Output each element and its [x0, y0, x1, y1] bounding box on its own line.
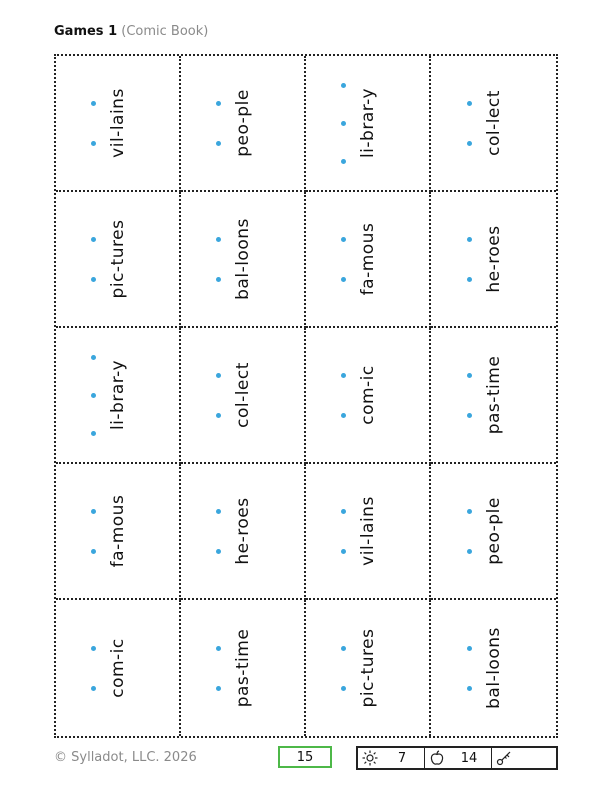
word-card	[306, 56, 431, 192]
word-card	[306, 464, 431, 600]
word-card	[181, 192, 306, 328]
card-word: pas-time	[232, 628, 253, 708]
apple-icon	[427, 750, 447, 766]
card-word: col-lect	[483, 90, 504, 156]
syllable-dot	[216, 237, 221, 242]
card-word: vil-lains	[357, 496, 378, 566]
card-word: peo-ple	[483, 497, 504, 565]
card-grid	[54, 54, 558, 738]
card-word: he-roes	[483, 225, 504, 293]
syllable-dot	[216, 141, 221, 146]
syllable-dot	[341, 509, 346, 514]
card-word: li-brar-y	[357, 87, 378, 159]
word-card	[431, 192, 556, 328]
syllable-dot	[216, 101, 221, 106]
syllable-dot	[467, 277, 472, 282]
syllable-dot	[341, 83, 346, 88]
word-card	[56, 328, 181, 464]
page-subtitle: (Comic Book)	[121, 24, 209, 39]
syllable-dot	[341, 373, 346, 378]
syllable-dot	[467, 549, 472, 554]
sun-icon	[360, 750, 380, 766]
word-card	[56, 192, 181, 328]
card-word: bal-loons	[483, 627, 504, 709]
stat-sun-value: 7	[397, 750, 407, 766]
syllable-dot	[91, 549, 96, 554]
word-card	[431, 464, 556, 600]
syllable-dot	[91, 646, 96, 651]
syllable-dot	[341, 686, 346, 691]
syllable-dot	[341, 277, 346, 282]
word-card	[181, 328, 306, 464]
syllable-dot	[91, 393, 96, 398]
syllable-dot	[467, 101, 472, 106]
stat-sun	[358, 748, 425, 768]
card-word: pas-time	[483, 355, 504, 435]
syllable-dot	[467, 686, 472, 691]
card-word: fa-mous	[107, 494, 128, 568]
stat-apple	[425, 748, 492, 768]
card-word: com-ic	[107, 638, 128, 698]
word-card	[56, 56, 181, 192]
syllable-dot	[91, 237, 96, 242]
page-header	[54, 24, 208, 39]
syllable-dot	[467, 413, 472, 418]
card-word: li-brar-y	[107, 359, 128, 431]
syllable-dot	[341, 549, 346, 554]
stat-apple-value: 14	[460, 750, 478, 766]
syllable-dot	[91, 277, 96, 282]
syllable-dot	[216, 277, 221, 282]
card-word: com-ic	[357, 365, 378, 425]
syllable-dot	[91, 141, 96, 146]
stat-key	[492, 748, 556, 768]
word-card	[181, 56, 306, 192]
syllable-dot	[467, 646, 472, 651]
syllable-dot	[341, 646, 346, 651]
word-card	[431, 600, 556, 736]
syllable-dot	[91, 509, 96, 514]
card-word: bal-loons	[232, 218, 253, 300]
syllable-dot	[341, 121, 346, 126]
syllable-dot	[91, 686, 96, 691]
word-card	[431, 328, 556, 464]
card-word: pic-tures	[357, 628, 378, 708]
card-word: vil-lains	[107, 88, 128, 158]
stats-bar	[356, 746, 558, 770]
syllable-dot	[216, 509, 221, 514]
page-number: 15	[296, 749, 314, 765]
card-word: he-roes	[232, 497, 253, 565]
syllable-dot	[216, 549, 221, 554]
word-card	[181, 464, 306, 600]
card-word: col-lect	[232, 362, 253, 428]
word-card	[56, 600, 181, 736]
syllable-dot	[341, 237, 346, 242]
word-card	[306, 600, 431, 736]
word-card	[56, 464, 181, 600]
syllable-dot	[216, 373, 221, 378]
word-card	[181, 600, 306, 736]
card-word: pic-tures	[107, 219, 128, 299]
page-title: Games 1	[54, 24, 118, 39]
syllable-dot	[216, 686, 221, 691]
syllable-dot	[216, 413, 221, 418]
card-word: peo-ple	[232, 89, 253, 157]
syllable-dot	[91, 355, 96, 360]
syllable-dot	[91, 431, 96, 436]
card-word: fa-mous	[357, 222, 378, 296]
syllable-dot	[467, 141, 472, 146]
word-card	[306, 328, 431, 464]
syllable-dot	[467, 373, 472, 378]
copyright-text: © Sylladot, LLC. 2026	[54, 750, 197, 765]
word-card	[306, 192, 431, 328]
syllable-dot	[341, 159, 346, 164]
syllable-dot	[216, 646, 221, 651]
syllable-dot	[467, 237, 472, 242]
word-card	[431, 56, 556, 192]
syllable-dot	[91, 101, 96, 106]
syllable-dot	[341, 413, 346, 418]
page-number-box	[278, 746, 332, 768]
syllable-dot	[467, 509, 472, 514]
key-icon	[494, 750, 514, 766]
